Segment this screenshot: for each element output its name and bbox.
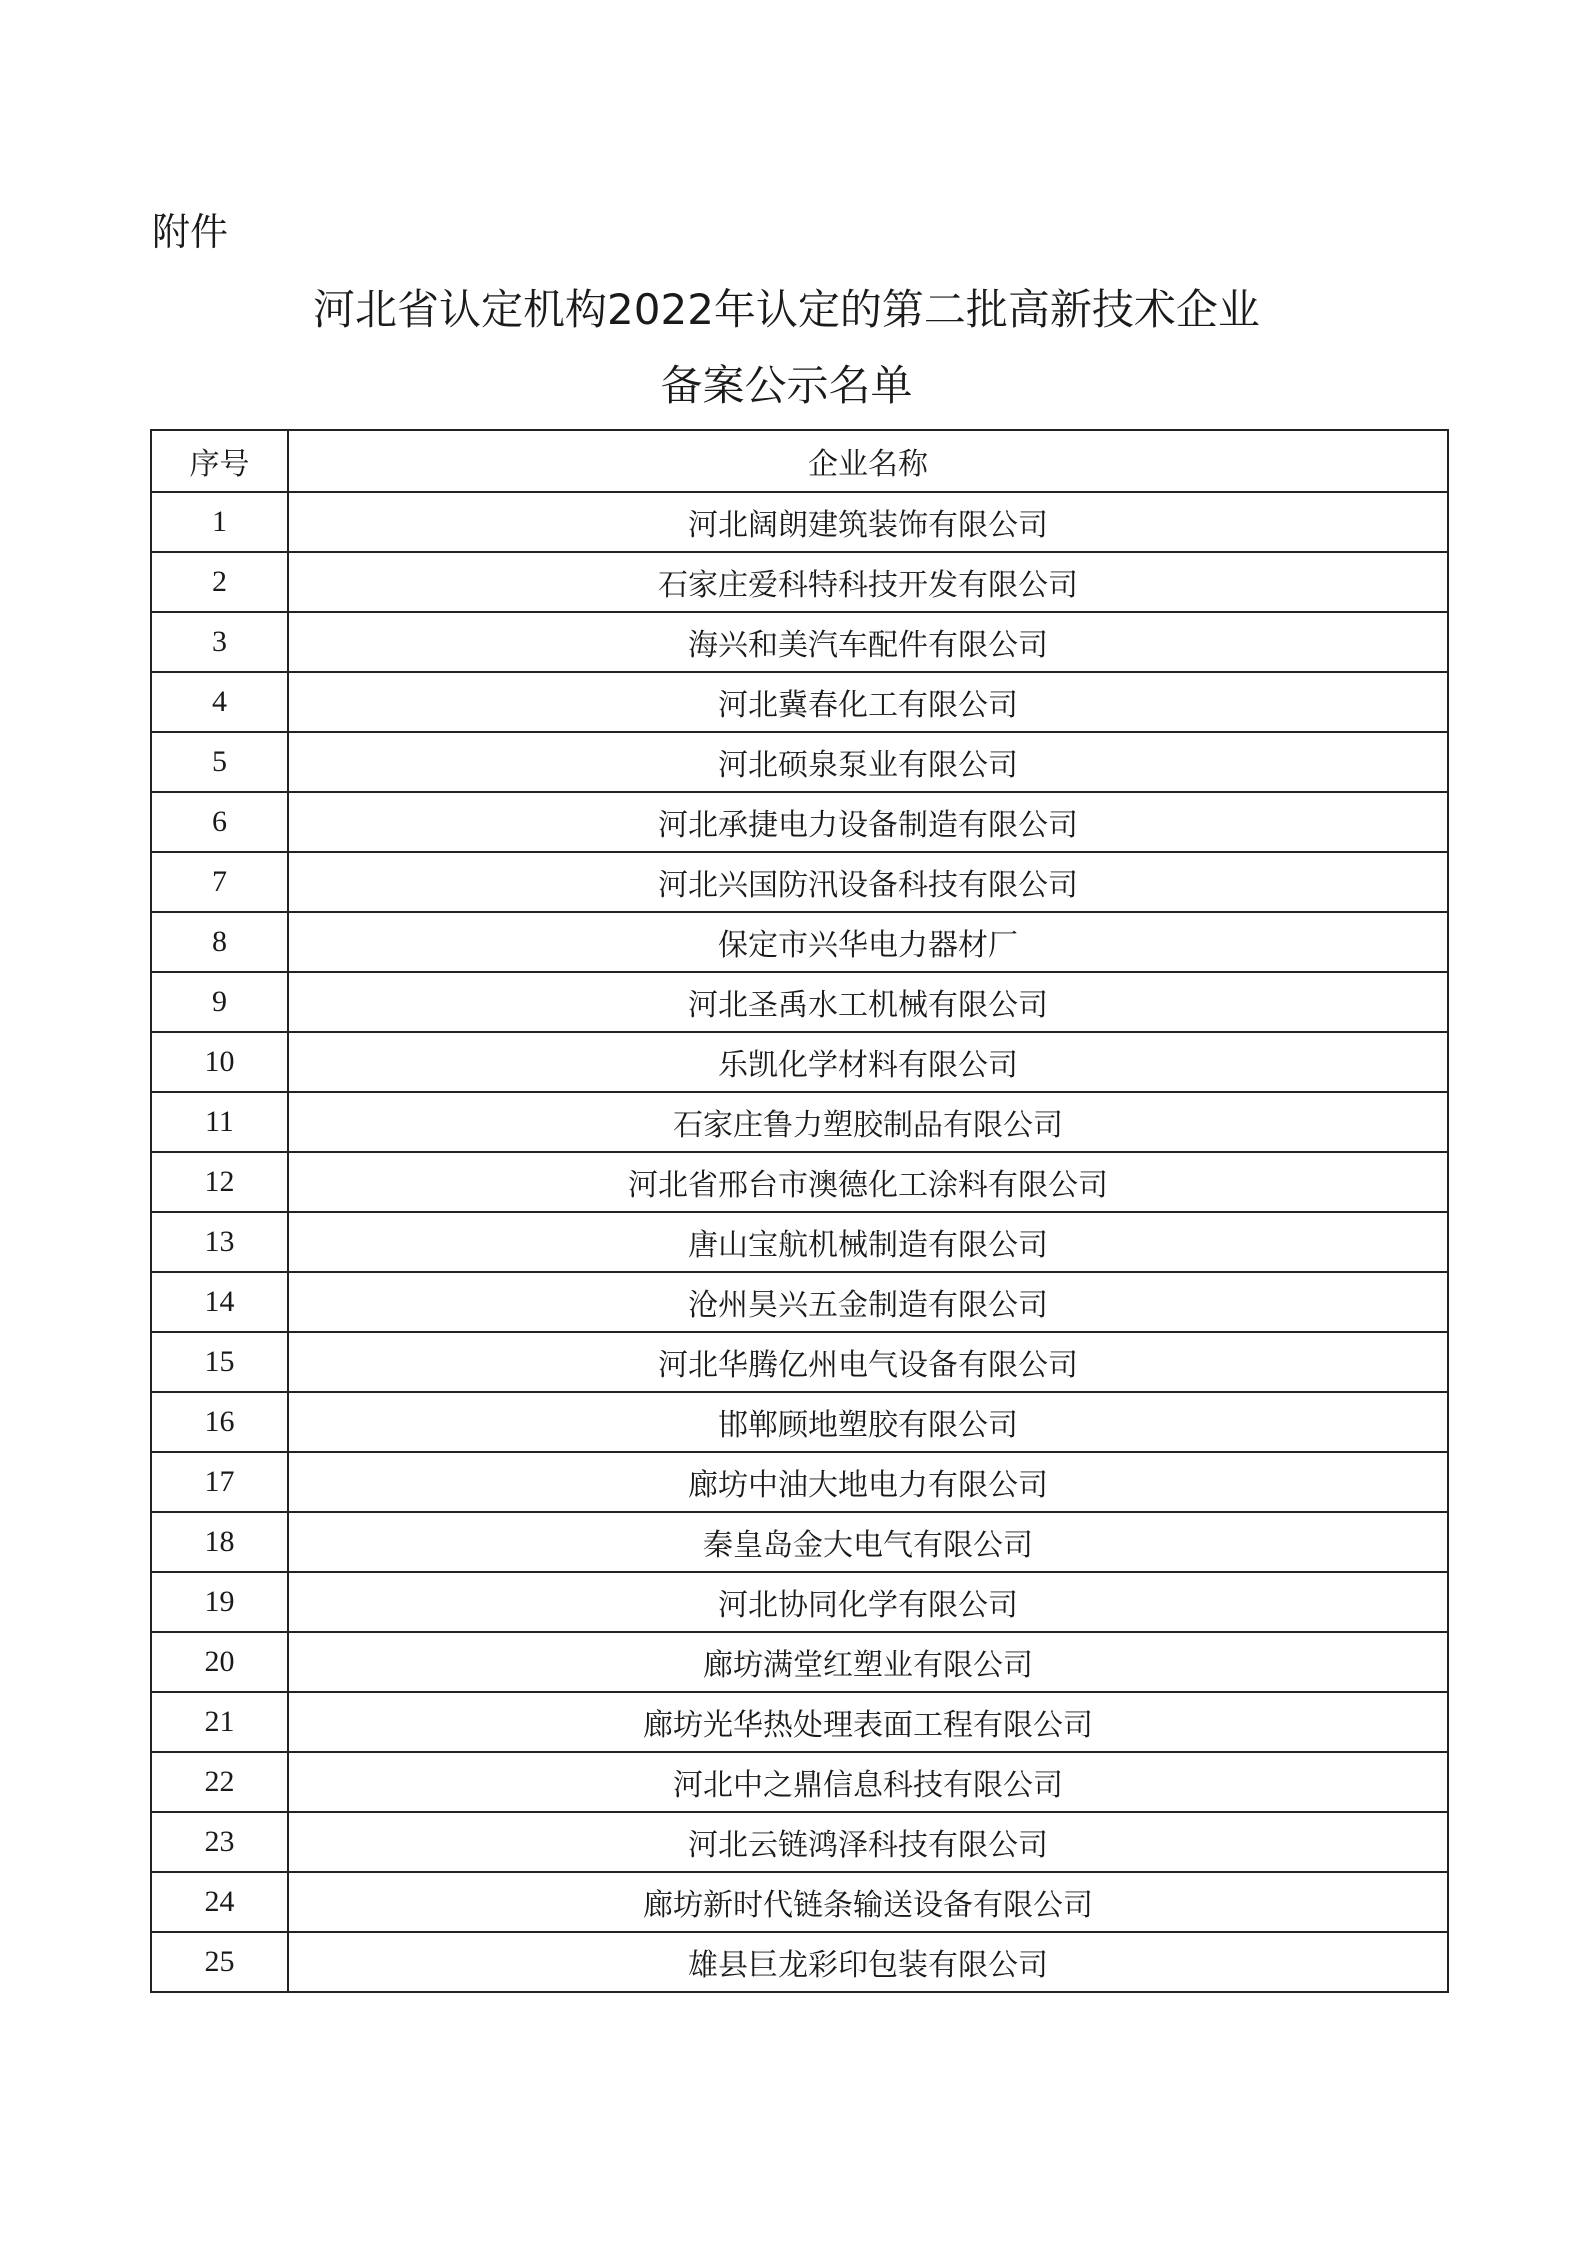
row-index: 24 — [151, 1872, 288, 1932]
row-index: 20 — [151, 1632, 288, 1692]
document-subtitle: 备案公示名单 — [660, 361, 913, 410]
company-table — [150, 429, 1449, 1993]
table-row — [151, 792, 1448, 852]
company-name: 河北承捷电力设备制造有限公司 — [288, 792, 1448, 852]
row-index: 5 — [151, 732, 288, 792]
row-index: 1 — [151, 492, 288, 552]
company-name: 唐山宝航机械制造有限公司 — [288, 1212, 1448, 1272]
table-row — [151, 1692, 1448, 1752]
row-index: 9 — [151, 972, 288, 1032]
table-row — [151, 492, 1448, 552]
company-name: 河北云链鸿泽科技有限公司 — [288, 1812, 1448, 1872]
row-index: 8 — [151, 912, 288, 972]
company-name: 石家庄鲁力塑胶制品有限公司 — [288, 1092, 1448, 1152]
table-row — [151, 1452, 1448, 1512]
row-index: 22 — [151, 1752, 288, 1812]
row-index: 19 — [151, 1572, 288, 1632]
company-name: 沧州昊兴五金制造有限公司 — [288, 1272, 1448, 1332]
table-header-row — [151, 430, 1448, 492]
company-name: 秦皇岛金大电气有限公司 — [288, 1512, 1448, 1572]
row-index: 7 — [151, 852, 288, 912]
row-index: 25 — [151, 1932, 288, 1992]
table-row — [151, 1032, 1448, 1092]
table-row — [151, 1632, 1448, 1692]
company-name: 廊坊中油大地电力有限公司 — [288, 1452, 1448, 1512]
company-name: 河北兴国防汛设备科技有限公司 — [288, 852, 1448, 912]
table-row — [151, 612, 1448, 672]
table-row — [151, 1092, 1448, 1152]
row-index: 17 — [151, 1452, 288, 1512]
table-row — [151, 552, 1448, 612]
table-row — [151, 1272, 1448, 1332]
column-header-index: 序号 — [151, 430, 288, 492]
company-name: 河北中之鼎信息科技有限公司 — [288, 1752, 1448, 1812]
row-index: 21 — [151, 1692, 288, 1752]
row-index: 2 — [151, 552, 288, 612]
table-row — [151, 1392, 1448, 1452]
row-index: 13 — [151, 1212, 288, 1272]
company-name: 石家庄爱科特科技开发有限公司 — [288, 552, 1448, 612]
table-body — [151, 492, 1448, 1992]
company-name: 河北阔朗建筑装饰有限公司 — [288, 492, 1448, 552]
company-name: 海兴和美汽车配件有限公司 — [288, 612, 1448, 672]
row-index: 11 — [151, 1092, 288, 1152]
row-index: 12 — [151, 1152, 288, 1212]
table-row — [151, 1212, 1448, 1272]
company-name: 廊坊光华热处理表面工程有限公司 — [288, 1692, 1448, 1752]
company-name: 河北圣禹水工机械有限公司 — [288, 972, 1448, 1032]
row-index: 14 — [151, 1272, 288, 1332]
table-row — [151, 912, 1448, 972]
company-name: 雄县巨龙彩印包装有限公司 — [288, 1932, 1448, 1992]
company-name: 廊坊满堂红塑业有限公司 — [288, 1632, 1448, 1692]
row-index: 10 — [151, 1032, 288, 1092]
table-row — [151, 1812, 1448, 1872]
row-index: 6 — [151, 792, 288, 852]
company-name: 邯郸顾地塑胶有限公司 — [288, 1392, 1448, 1452]
table-row — [151, 1572, 1448, 1632]
table-row — [151, 672, 1448, 732]
row-index: 15 — [151, 1332, 288, 1392]
company-name: 河北省邢台市澳德化工涂料有限公司 — [288, 1152, 1448, 1212]
company-name: 河北硕泉泵业有限公司 — [288, 732, 1448, 792]
table-row — [151, 732, 1448, 792]
attachment-label: 附件 — [152, 210, 229, 254]
table-row — [151, 1332, 1448, 1392]
table-row — [151, 972, 1448, 1032]
column-header-company-name: 企业名称 — [288, 430, 1448, 492]
company-name: 河北华腾亿州电气设备有限公司 — [288, 1332, 1448, 1392]
table-row — [151, 1752, 1448, 1812]
row-index: 3 — [151, 612, 288, 672]
company-name: 河北冀春化工有限公司 — [288, 672, 1448, 732]
table-row — [151, 1872, 1448, 1932]
table-row — [151, 1932, 1448, 1992]
table-row — [151, 852, 1448, 912]
table-row — [151, 1152, 1448, 1212]
company-name: 廊坊新时代链条输送设备有限公司 — [288, 1872, 1448, 1932]
row-index: 23 — [151, 1812, 288, 1872]
company-name: 乐凯化学材料有限公司 — [288, 1032, 1448, 1092]
company-name: 河北协同化学有限公司 — [288, 1572, 1448, 1632]
table-row — [151, 1512, 1448, 1572]
row-index: 4 — [151, 672, 288, 732]
document-title: 河北省认定机构2022年认定的第二批高新技术企业 — [313, 285, 1260, 334]
company-name: 保定市兴华电力器材厂 — [288, 912, 1448, 972]
row-index: 16 — [151, 1392, 288, 1452]
row-index: 18 — [151, 1512, 288, 1572]
